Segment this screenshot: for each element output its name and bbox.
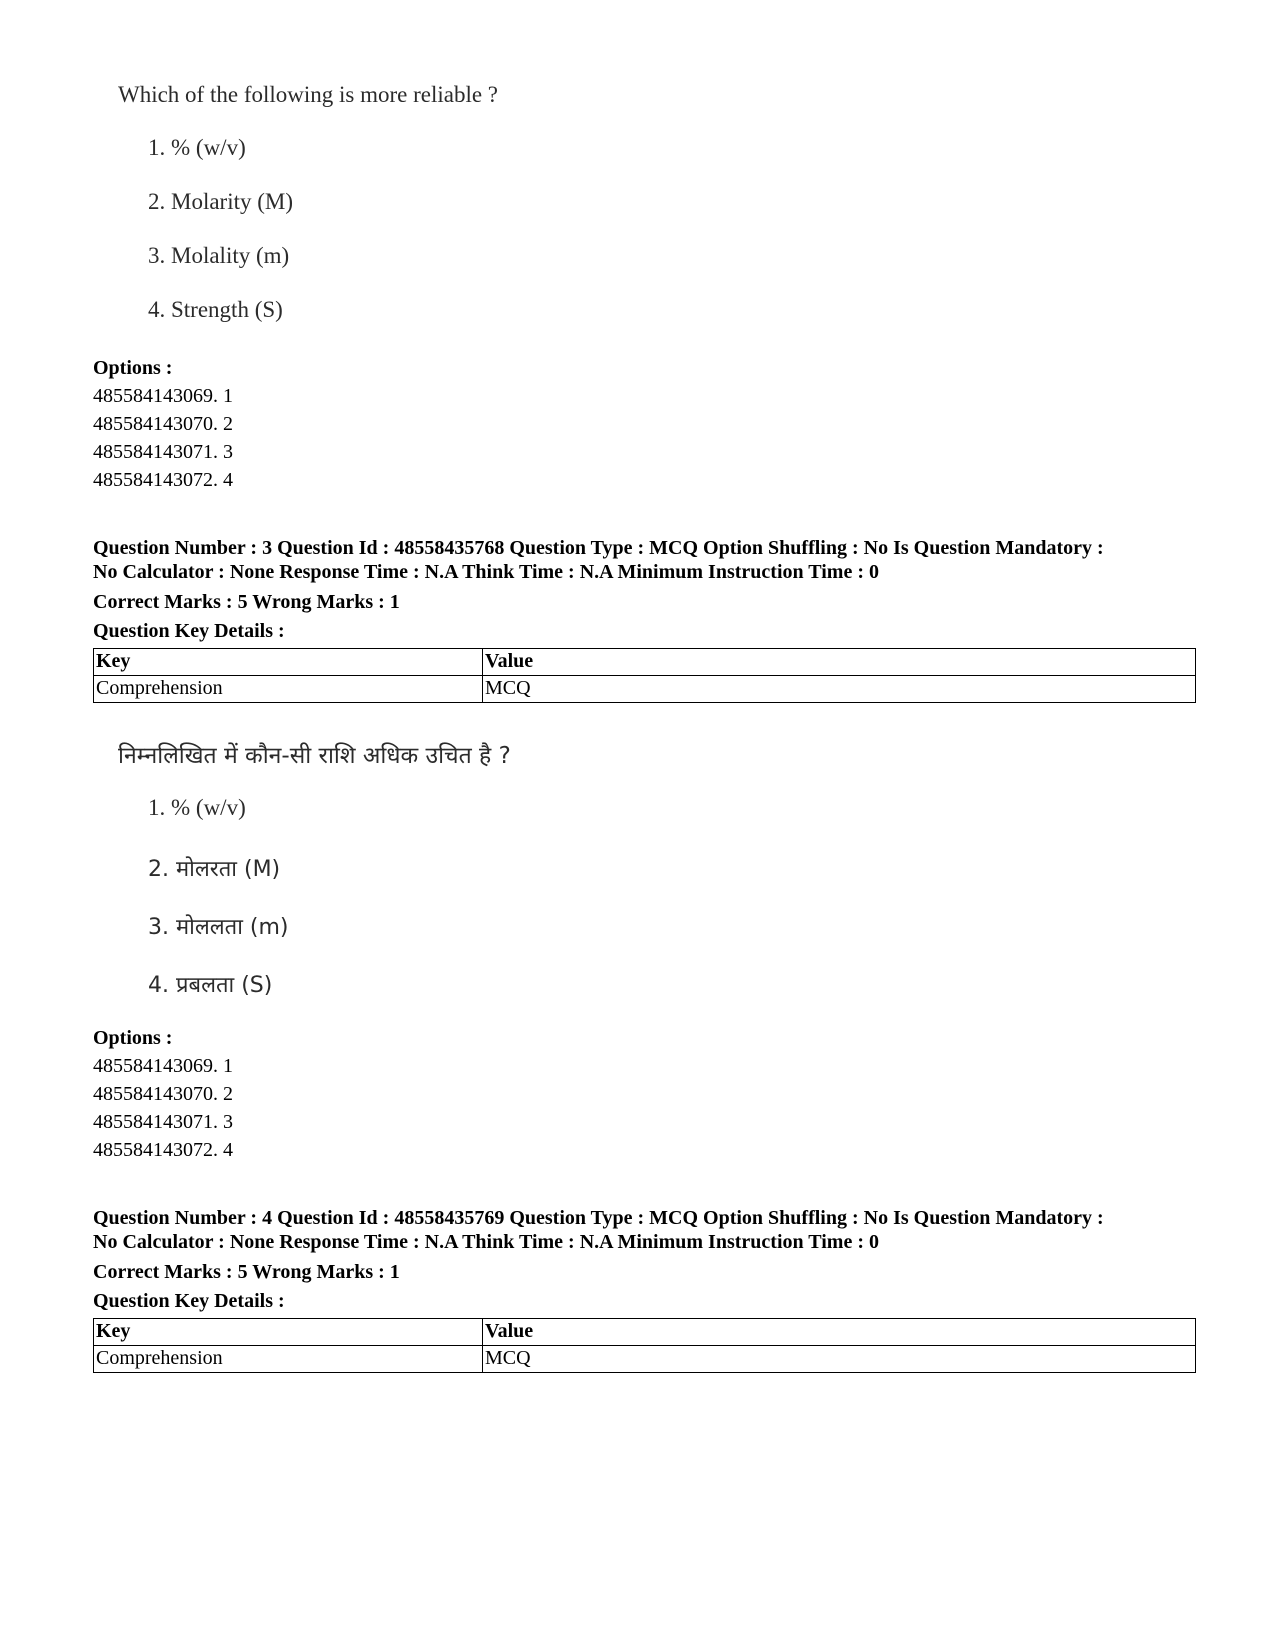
options-label: Options : <box>93 1027 173 1049</box>
option-id-line: 485584143070. 2 <box>93 413 233 435</box>
table-cell-key: Comprehension <box>94 676 483 703</box>
table-cell-key: Comprehension <box>94 1346 483 1373</box>
table-cell-value: MCQ <box>483 676 1196 703</box>
table-header-key: Key <box>94 649 483 676</box>
key-details-table <box>93 648 1196 703</box>
question-choice-4: 4. Strength (S) <box>148 297 283 322</box>
marks-line: Correct Marks : 5 Wrong Marks : 1 <box>93 591 400 613</box>
option-id-line: 485584143069. 1 <box>93 1055 233 1077</box>
table-header-row <box>94 1319 1196 1346</box>
marks-line: Correct Marks : 5 Wrong Marks : 1 <box>93 1261 400 1283</box>
key-details-label: Question Key Details : <box>93 620 285 642</box>
option-id-line: 485584143070. 2 <box>93 1083 233 1105</box>
table-header-key: Key <box>94 1319 483 1346</box>
table-row <box>94 676 1196 703</box>
option-id-line: 485584143071. 3 <box>93 1111 233 1133</box>
option-id-line: 485584143072. 4 <box>93 469 233 491</box>
question-choice-4: 4. प्रबलता (S) <box>148 973 273 998</box>
question-choice-3: 3. मोललता (m) <box>148 915 289 940</box>
table-cell-value: MCQ <box>483 1346 1196 1373</box>
question-stem-hindi: निम्नलिखित में कौन-सी राशि अधिक उचित है ? <box>118 743 511 769</box>
key-details-label: Question Key Details : <box>93 1290 285 1312</box>
question-meta-line-2: No Calculator : None Response Time : N.A Think Time : N.A Minimum Instruction Time : 0 <box>93 1231 879 1253</box>
table-header-value: Value <box>483 1319 1196 1346</box>
option-id-line: 485584143069. 1 <box>93 385 233 407</box>
question-meta-line-1: Question Number : 4 Question Id : 48558435769 Question Type : MCQ Option Shuffling : No Is Question Mandatory : <box>93 1207 1104 1229</box>
question-choice-1: 1. % (w/v) <box>148 795 246 820</box>
question-meta <box>93 536 1203 584</box>
question-meta-line-1: Question Number : 3 Question Id : 48558435768 Question Type : MCQ Option Shuffling : No Is Question Mandatory : <box>93 537 1104 559</box>
table-header-value: Value <box>483 649 1196 676</box>
question-choice-1: 1. % (w/v) <box>148 135 246 160</box>
question-choice-2: 2. मोलरता (M) <box>148 857 281 882</box>
question-choice-3: 3. Molality (m) <box>148 243 290 268</box>
options-label: Options : <box>93 357 173 379</box>
table-row <box>94 1346 1196 1373</box>
question-stem-english: Which of the following is more reliable ? <box>118 82 499 107</box>
option-id-line: 485584143072. 4 <box>93 1139 233 1161</box>
question-choice-2: 2. Molarity (M) <box>148 189 294 214</box>
question-meta-line-2: No Calculator : None Response Time : N.A Think Time : N.A Minimum Instruction Time : 0 <box>93 561 879 583</box>
table-header-row <box>94 649 1196 676</box>
question-meta <box>93 1206 1203 1254</box>
key-details-table <box>93 1318 1196 1373</box>
option-id-line: 485584143071. 3 <box>93 441 233 463</box>
